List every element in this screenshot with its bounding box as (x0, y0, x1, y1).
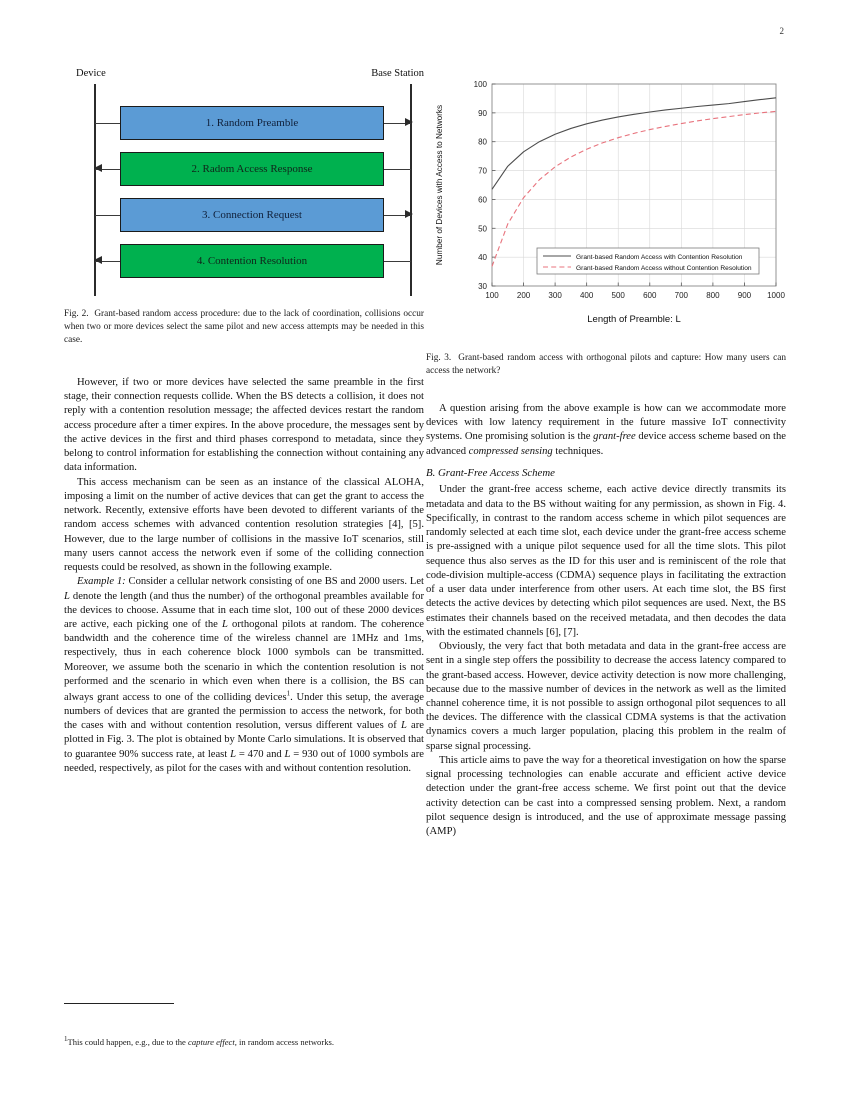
arrow-left-icon (94, 164, 102, 172)
message-row-4 (64, 244, 424, 278)
figure-3-caption (426, 352, 786, 378)
message-row-1 (64, 106, 424, 140)
svg-text:1000: 1000 (767, 291, 785, 300)
figure-2-sequence-diagram (64, 64, 424, 299)
figure-2-caption-number: Fig. 2. (64, 309, 89, 319)
figure-3-caption-text: Grant-based random access with orthogonal pilots and capture: How many users can access the network? (426, 353, 786, 377)
paragraph-obviously: Obviously, the very fact that both metadata and data in the grant-free access are sent in a single step offers the possibility to decrease the access latency compared to the grant-based access. However, device activity detection is now more challenging, because due to the massive number of devices in the network as well as the limited channel coherence time, it is not possible to assign orthogonal pilot sequences to all the devices. The difference with the classical CDMA systems is that the activation dynamics covers a much larger population, placing this problem in the realm of sparse signal processing. (426, 641, 786, 752)
message-label-3: 3. Connection Request (202, 209, 302, 221)
example-body: Consider a cellular network consisting of one BS and 2000 users. Let L denote the length (and thus the number) of the orthogonal preambles available for the devices to choose. Assume that in each time slot, 100 out of these 2000 devices are active, each picking one of the L orthogonal pilots at random. The coherence bandwidth and the coherence time of the wireless channel are 1MHz and 1ms, respectively, thus in each coherence block 1000 symbols can be transmitted. Moreover, we assume both the scenario in which the contention resolution is not performed and the scenario in which even when there is a collision, the BS can always grant access to one of the colliding devices$^1$. Under this setup, the average numbers of devices that are granted the permission to access the network, for both the cases with and without contention resolution, versus different values of L are plotted in Fig. 3. The plot is obtained by Monte Carlo simulations. It is observed that to guarantee 90% success rate, at least L = 470 and L = 930 out of 1000 symbols are needed, respectively, as pilot for the cases with and without contention resolution. (64, 576, 424, 774)
left-column-text (64, 376, 424, 776)
chart-canvas (430, 68, 786, 330)
example-label: Example 1: (77, 576, 126, 588)
message-box-4 (120, 244, 384, 278)
paragraph-access-mechanism: This access mechanism can be seen as an instance of the classical ALOHA, imposing a limit on the number of active devices that can get the grant to access the network. Recently, extensive efforts have been devoted to different variants of the random access schemes with advanced contention resolution strategies [4], [5]. However, due to the large number of collisions in the massive IoT scenarios, still many users cannot access the network even if some of the colliding connection requests could be resolved, as shown in the following example. (64, 476, 424, 574)
paragraph-question-arising: A question arising from the above example is how can we accommodate more devices with low latency requirement in the future massive IoT connectivity systems. One promising solution is the grant-free device access scheme based on the advanced compressed sensing techniques. (426, 403, 786, 457)
svg-text:70: 70 (478, 166, 487, 176)
diagram-label-base-station: Base Station (371, 68, 424, 79)
svg-text:40: 40 (478, 253, 487, 263)
svg-text:500: 500 (611, 291, 625, 300)
message-box-2 (120, 152, 384, 186)
figure-3-chart (430, 68, 786, 330)
footnote-marker: 1 (64, 1035, 68, 1044)
svg-text:300: 300 (548, 291, 562, 300)
figure-2-caption-text: Grant-based random access procedure: due to the lack of coordination, collisions occur when two or more devices select the same pilot and new access attempts may be needed in this case. (64, 309, 424, 346)
svg-text:90: 90 (478, 108, 487, 118)
paragraph-this-article: This article aims to pave the way for a theoretical investigation on how the sparse signal processing technologies can enable accurate and efficient active device detection under the grant-free access scheme. We first point out that the device activity detection can be cast into a compressed sensing problem. Next, a random pilot sequence design is introduced, and the use of approximate message passing (AMP) (426, 754, 786, 838)
svg-text:Number of Devices with Access: Number of Devices with Access to Networks (435, 104, 444, 266)
page-number: 2 (779, 26, 784, 36)
message-row-3 (64, 198, 424, 232)
connector-left-1 (95, 123, 121, 124)
svg-text:600: 600 (643, 291, 657, 300)
right-column-text (426, 402, 786, 839)
paragraph-example-1 (64, 575, 424, 776)
arrow-left-icon (94, 256, 102, 264)
message-label-4: 4. Contention Resolution (196, 255, 308, 267)
connector-right-2 (383, 169, 411, 170)
svg-text:200: 200 (516, 291, 531, 300)
message-box-1 (120, 106, 384, 140)
figure-2-caption (64, 308, 424, 348)
svg-text:Length of Preamble: L: Length of Preamble: L (587, 314, 681, 325)
svg-text:700: 700 (674, 291, 689, 300)
svg-text:30: 30 (478, 282, 487, 291)
message-label-2: 2. Radom Access Response (191, 163, 313, 175)
diagram-label-device: Device (76, 68, 106, 79)
svg-text:50: 50 (478, 224, 487, 234)
connector-left-3 (95, 215, 121, 216)
arrow-right-icon (405, 210, 413, 218)
svg-text:400: 400 (579, 291, 594, 300)
paragraph-grant-free-scheme: Under the grant-free access scheme, each active device directly transmits its metadata and data to the BS without waiting for any permission, as shown in Fig. 4. Specifically, in contrast to the random access scheme in which pilot sequences are randomly selected at each time slot, each device under the grant-free access scheme is pre-assigned with a unique pilot sequence used for all the time slots. This pilot sequence thus also serves as the ID for this user and is reminiscent of the role that code-division multiple-access (CDMA) sequence plays in facilitating the extraction of a user data under interference from other users. At each time slot, the BS first detects the active devices by detecting which pilot sequences are used. Next, the BS estimates their channels based on the received metadata, and then decodes the data with the estimated channels [6], [7]. (426, 484, 786, 638)
figure-3-caption-number: Fig. 3. (426, 353, 452, 363)
svg-text:80: 80 (478, 137, 487, 147)
arrow-right-icon (405, 118, 413, 126)
svg-text:Grant-based Random Access with: Grant-based Random Access with Contention Resolution (576, 254, 743, 261)
footnote-divider (64, 1003, 174, 1004)
svg-text:800: 800 (706, 291, 720, 300)
footnote (64, 1035, 424, 1048)
message-box-3 (120, 198, 384, 232)
footnote-text: This could happen, e.g., due to the capture effect, in random access networks. (67, 1036, 334, 1047)
message-row-2 (64, 152, 424, 186)
paragraph-however: However, if two or more devices have selected the same preamble in the first stage, their connection requests collide. When the BS detects a collision, it does not reply with a contention resolution message; the affected devices restart the random access procedure after a timer expires. In the above procedure, the messages sent by the active devices in the first and third phases correspond to metadata, since they belong to control information for establishing the connection without containing any data information. (64, 377, 424, 474)
section-heading-b: B. Grant-Free Access Scheme (426, 466, 555, 479)
svg-text:60: 60 (478, 195, 487, 205)
svg-text:100: 100 (485, 291, 499, 300)
svg-text:100: 100 (473, 80, 487, 89)
svg-text:Grant-based Random Access with: Grant-based Random Access without Contention Resolution (576, 265, 752, 272)
message-label-1: 1. Random Preamble (205, 117, 299, 129)
connector-right-4 (383, 261, 411, 262)
svg-text:900: 900 (737, 291, 752, 300)
